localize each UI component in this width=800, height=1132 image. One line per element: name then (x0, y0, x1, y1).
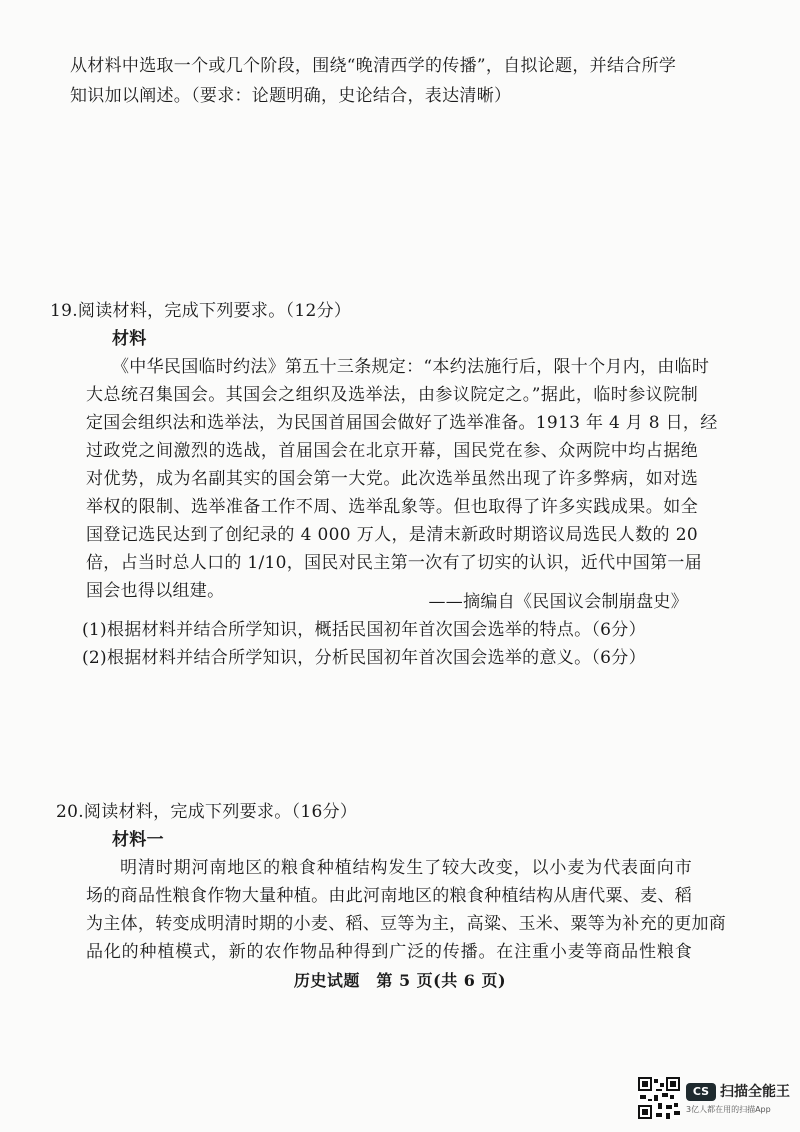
question-19-material-line: 过政党之间激烈的选战，首届国会在北京开幕，国民党在参、众两院中均占据绝 (86, 441, 698, 461)
camscanner-name: 扫描全能王 (720, 1084, 790, 1100)
question-19-sub-2: (2)根据材料并结合所学知识，分析民国初年首次国会选举的意义。（6分） (82, 648, 646, 668)
question-20-material-line: 为主体，转变成明清时期的小麦、稻、豆等为主，高粱、玉米、粟等为补充的更加商 (86, 914, 727, 934)
camscanner-tagline: 3亿人都在用的扫描App (686, 1105, 771, 1114)
question-19-sub-1: (1)根据材料并结合所学知识，概括民国初年首次国会选举的特点。（6分） (82, 620, 646, 640)
question-20-material-line: 场的商品性粮食作物大量种植。由此河南地区的粮食种植结构从唐代粟、麦、稻 (86, 886, 692, 906)
intro-line-2: 知识加以阐述。（要求：论题明确，史论结合，表达清晰） (70, 86, 512, 106)
question-20-material-line: 明清时期河南地区的粮食种植结构发生了较大改变，以小麦为代表面向市 (120, 858, 692, 878)
question-20-material-title: 材料一 (112, 830, 164, 850)
question-19-material-line: 举权的限制、选举准备工作不周、选举乱象等。但也取得了许多实践成果。如全 (86, 497, 698, 517)
question-19-material-title: 材料 (112, 329, 147, 349)
question-19-material-line: 倍，占当时总人口的 1/10，国民对民主第一次有了切实的认识，近代中国第一届 (86, 553, 702, 573)
question-19-material-line: 大总统召集国会。其国会之组织及选举法，由参议院定之。”据此，临时参议院制 (86, 385, 698, 405)
intro-line-1: 从材料中选取一个或几个阶段，围绕“晚清西学的传播”，自拟论题，并结合所学 (70, 56, 677, 76)
page-footer: 历史试题 第 5 页(共 6 页) (293, 971, 507, 990)
question-19-material-line: 《中华民国临时约法》第五十三条规定：“本约法施行后，限十个月内，由临时 (112, 357, 710, 377)
camscanner-logo: CS (686, 1083, 716, 1101)
question-20-material-line: 品化的种植模式，新的农作物品种得到广泛的传播。在注重小麦等商品性粮食 (86, 942, 692, 962)
question-19-source: ——摘编自《民国议会制崩盘史》 (428, 592, 688, 612)
qr-code-icon (638, 1077, 680, 1119)
scanner-watermark (638, 1077, 788, 1121)
question-19-header: 19.阅读材料，完成下列要求。（12分） (50, 301, 352, 321)
question-19-material-line: 定国会组织法和选举法，为民国首届国会做好了选举准备。1913 年 4 月 8 日，经 (86, 413, 718, 433)
question-19-material-line: 对优势，成为名副其实的国会第一大党。此次选举虽然出现了许多弊病，如对选 (86, 469, 698, 489)
question-19-material-line: 国登记选民达到了创纪录的 4 000 万人，是清末新政时期谘议局选民人数的 20 (86, 525, 698, 545)
question-20-header: 20.阅读材料，完成下列要求。（16分） (56, 802, 358, 822)
question-19-material-line: 国会也得以组建。 (86, 581, 225, 601)
